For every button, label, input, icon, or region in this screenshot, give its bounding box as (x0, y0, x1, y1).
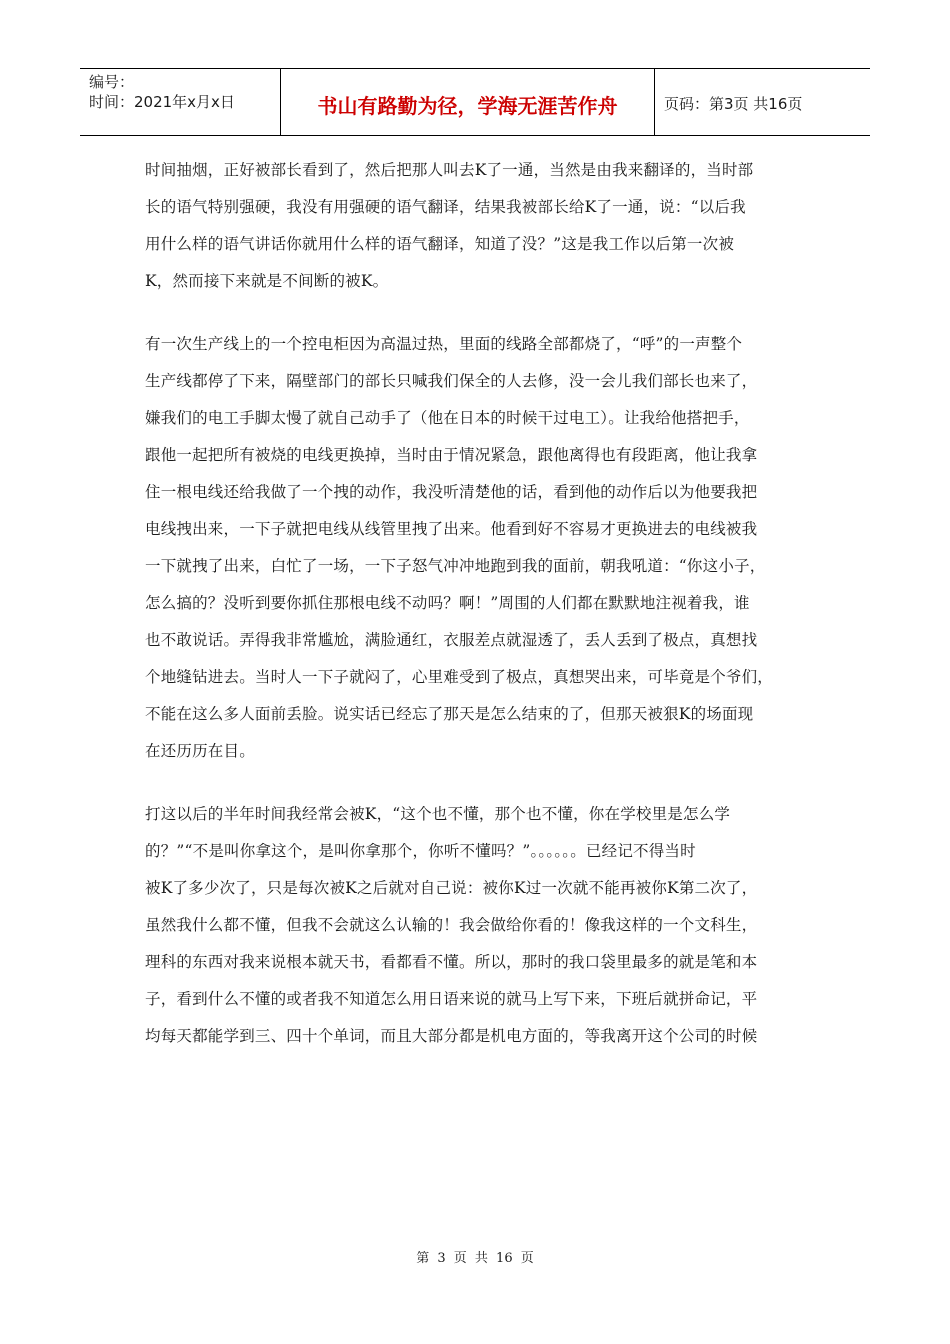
text-line: 打这以后的半年时间我经常会被K，“这个也不懂，那个也不懂，你在学校里是怎么学 (145, 805, 731, 823)
text-line: 怎么搞的？没听到要你抓住那根电线不动吗？啊！”周围的人们都在默默地注视着我，谁 (145, 594, 750, 612)
text-line: 不能在这么多人面前丢脸。说实话已经忘了那天是怎么结束的了，但那天被狠K的场面现 (145, 705, 754, 723)
text-line: 均每天都能学到三、四十个单词，而且大部分都是机电方面的，等我离开这个公司的时候 (145, 1027, 758, 1045)
document-time-label: 时间：2021年x月x日 (89, 93, 235, 111)
header-table (80, 68, 870, 136)
text-line: 理科的东西对我来说根本就天书，看都看不懂。所以，那时的我口袋里最多的就是笔和本 (145, 953, 758, 971)
text-line: 虽然我什么都不懂，但我不会就这么认输的！我会做给你看的！像我这样的一个文科生， (145, 916, 758, 934)
document-number-label: 编号： (89, 73, 135, 91)
text-line: 也不敢说话。弄得我非常尴尬，满脸通红，衣服差点就湿透了，丢人丢到了极点，真想找 (145, 631, 758, 649)
text-line: 用什么样的语气讲话你就用什么样的语气翻译，知道了没？”这是我工作以后第一次被 (145, 235, 735, 253)
text-line: 在还历历在目。 (145, 742, 255, 760)
text-line: K，然而接下来就是不间断的被K。 (145, 272, 389, 290)
header-page-cell (655, 69, 870, 135)
text-line: 子，看到什么不懂的或者我不知道怎么用日语来说的就马上写下来，下班后就拼命记，平 (145, 990, 758, 1008)
text-line: 时间抽烟，正好被部长看到了，然后把那人叫去K了一通，当然是由我来翻译的，当时部 (145, 161, 754, 179)
text-line: 住一根电线还给我做了一个拽的动作，我没听清楚他的话，看到他的动作后以为他要我把 (145, 483, 758, 501)
text-line: 电线拽出来，一下子就把电线从线管里拽了出来。他看到好不容易才更换进去的电线被我 (145, 520, 758, 538)
text-line: 被K了多少次了，只是每次被K之后就对自己说：被你K过一次就不能再被你K第二次了， (145, 879, 758, 897)
paragraph (145, 152, 813, 300)
text-line: 有一次生产线上的一个控电柜因为高温过热，里面的线路全部都烧了，“呼”的一声整个 (145, 335, 743, 353)
paragraph (145, 326, 813, 770)
text-line: 生产线都停了下来，隔壁部门的部长只喊我们保全的人去修，没一会儿我们部长也来了， (145, 372, 758, 390)
document-body (145, 152, 813, 1081)
paragraph (145, 796, 813, 1055)
text-line: 嫌我们的电工手脚太慢了就自己动手了（他在日本的时候干过电工）。让我给他搭把手， (145, 409, 750, 427)
text-line: 的？”“不是叫你拿这个，是叫你拿那个，你听不懂吗？”。。。。。。已经记不得当时 (145, 842, 696, 860)
header-motto-cell (281, 69, 655, 135)
header-meta-cell (80, 69, 281, 135)
text-line: 个地缝钻进去。当时人一下子就闷了，心里难受到了极点，真想哭出来，可毕竟是个爷们， (145, 668, 774, 686)
header-page-info: 页码：第3页 共16页 (664, 94, 803, 113)
header-motto: 书山有路勤为径，学海无涯苦作舟 (317, 93, 618, 118)
text-line: 长的语气特别强硬，我没有用强硬的语气翻译，结果我被部长给K了一通，说：“以后我 (145, 198, 746, 216)
page-footer: 第 3 页 共 16 页 (416, 1251, 534, 1266)
text-line: 跟他一起把所有被烧的电线更换掉，当时由于情况紧急，跟他离得也有段距离，他让我拿 (145, 446, 758, 464)
text-line: 一下就拽了出来，白忙了一场，一下子怒气冲冲地跑到我的面前，朝我吼道：“你这小子， (145, 557, 766, 575)
